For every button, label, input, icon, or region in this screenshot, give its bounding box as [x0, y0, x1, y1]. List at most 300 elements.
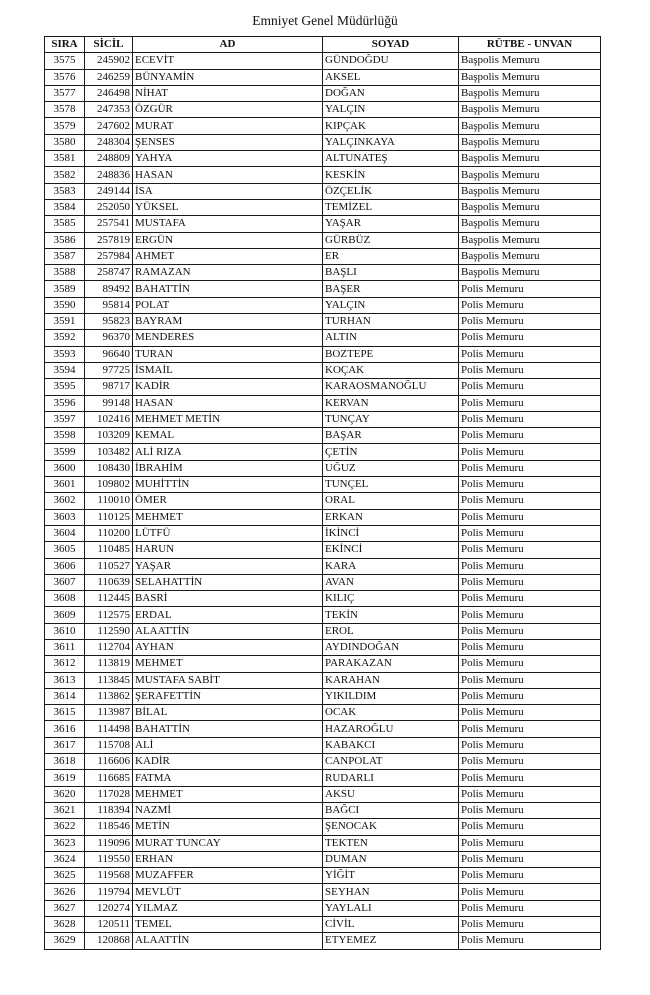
- cell-soyad: GÜRBÜZ: [323, 232, 459, 248]
- cell-rutbe: Polis Memuru: [459, 444, 601, 460]
- cell-rutbe: Polis Memuru: [459, 851, 601, 867]
- cell-sicil: 110527: [85, 558, 133, 574]
- cell-soyad: UĞUZ: [323, 460, 459, 476]
- cell-ad: ERDAL: [133, 607, 323, 623]
- table-row: [45, 802, 601, 818]
- cell-ad: ALAATTİN: [133, 623, 323, 639]
- cell-rutbe: Başpolis Memuru: [459, 265, 601, 281]
- cell-rutbe: Polis Memuru: [459, 933, 601, 949]
- cell-soyad: DOĞAN: [323, 85, 459, 101]
- cell-sira: 3606: [45, 558, 85, 574]
- cell-sira: 3622: [45, 819, 85, 835]
- cell-sira: 3587: [45, 248, 85, 264]
- cell-sicil: 96640: [85, 346, 133, 362]
- cell-rutbe: Başpolis Memuru: [459, 167, 601, 183]
- cell-sicil: 252050: [85, 199, 133, 215]
- cell-rutbe: Başpolis Memuru: [459, 199, 601, 215]
- cell-sira: 3599: [45, 444, 85, 460]
- cell-soyad: ORAL: [323, 493, 459, 509]
- table-row: [45, 591, 601, 607]
- table-row: [45, 248, 601, 264]
- table-row: [45, 917, 601, 933]
- table-row: [45, 574, 601, 590]
- cell-sicil: 113819: [85, 656, 133, 672]
- cell-sicil: 116606: [85, 754, 133, 770]
- cell-soyad: YIKILDIM: [323, 688, 459, 704]
- cell-rutbe: Polis Memuru: [459, 509, 601, 525]
- cell-sira: 3593: [45, 346, 85, 362]
- cell-soyad: CANPOLAT: [323, 754, 459, 770]
- cell-sicil: 117028: [85, 786, 133, 802]
- table-row: [45, 786, 601, 802]
- cell-rutbe: Polis Memuru: [459, 737, 601, 753]
- cell-ad: NİHAT: [133, 85, 323, 101]
- table-row: [45, 688, 601, 704]
- cell-ad: KADİR: [133, 754, 323, 770]
- cell-soyad: TUNÇAY: [323, 411, 459, 427]
- cell-ad: MEHMET: [133, 509, 323, 525]
- cell-soyad: TUNÇEL: [323, 477, 459, 493]
- cell-sira: 3628: [45, 917, 85, 933]
- table-row: [45, 346, 601, 362]
- cell-ad: BÜNYAMİN: [133, 69, 323, 85]
- cell-sicil: 247353: [85, 102, 133, 118]
- table-row: [45, 428, 601, 444]
- cell-sicil: 112590: [85, 623, 133, 639]
- cell-sicil: 257984: [85, 248, 133, 264]
- cell-ad: İSA: [133, 183, 323, 199]
- cell-sira: 3615: [45, 705, 85, 721]
- cell-rutbe: Başpolis Memuru: [459, 118, 601, 134]
- cell-sicil: 248304: [85, 134, 133, 150]
- cell-rutbe: Polis Memuru: [459, 477, 601, 493]
- table-row: [45, 884, 601, 900]
- cell-soyad: ALTUNATEŞ: [323, 151, 459, 167]
- table-row: [45, 85, 601, 101]
- cell-soyad: KABAKCI: [323, 737, 459, 753]
- cell-sira: 3621: [45, 802, 85, 818]
- cell-ad: İBRAHİM: [133, 460, 323, 476]
- table-row: [45, 102, 601, 118]
- cell-ad: ALİ RIZA: [133, 444, 323, 460]
- cell-sicil: 110125: [85, 509, 133, 525]
- cell-ad: MEHMET: [133, 656, 323, 672]
- cell-rutbe: Polis Memuru: [459, 281, 601, 297]
- cell-rutbe: Polis Memuru: [459, 884, 601, 900]
- cell-sicil: 120511: [85, 917, 133, 933]
- cell-sira: 3629: [45, 933, 85, 949]
- cell-soyad: KERVAN: [323, 395, 459, 411]
- cell-soyad: OCAK: [323, 705, 459, 721]
- cell-sicil: 257819: [85, 232, 133, 248]
- cell-sira: 3581: [45, 151, 85, 167]
- cell-rutbe: Başpolis Memuru: [459, 183, 601, 199]
- cell-rutbe: Başpolis Memuru: [459, 232, 601, 248]
- cell-rutbe: Polis Memuru: [459, 770, 601, 786]
- cell-ad: ECEVİT: [133, 53, 323, 69]
- cell-rutbe: Polis Memuru: [459, 493, 601, 509]
- cell-rutbe: Polis Memuru: [459, 721, 601, 737]
- cell-sicil: 110639: [85, 574, 133, 590]
- cell-soyad: TEKTEN: [323, 835, 459, 851]
- table-row: [45, 232, 601, 248]
- cell-sira: 3594: [45, 362, 85, 378]
- cell-rutbe: Polis Memuru: [459, 525, 601, 541]
- cell-rutbe: Polis Memuru: [459, 639, 601, 655]
- cell-sira: 3596: [45, 395, 85, 411]
- table-row: [45, 705, 601, 721]
- table-body: [45, 53, 601, 949]
- cell-ad: MUZAFFER: [133, 868, 323, 884]
- cell-sira: 3618: [45, 754, 85, 770]
- cell-rutbe: Polis Memuru: [459, 688, 601, 704]
- cell-soyad: ŞENOCAK: [323, 819, 459, 835]
- table-row: [45, 851, 601, 867]
- cell-sicil: 112575: [85, 607, 133, 623]
- cell-sicil: 257541: [85, 216, 133, 232]
- cell-rutbe: Başpolis Memuru: [459, 85, 601, 101]
- cell-sira: 3623: [45, 835, 85, 851]
- cell-sicil: 103482: [85, 444, 133, 460]
- cell-sira: 3600: [45, 460, 85, 476]
- cell-ad: AHMET: [133, 248, 323, 264]
- cell-sira: 3575: [45, 53, 85, 69]
- table-row: [45, 672, 601, 688]
- table-row: [45, 330, 601, 346]
- cell-sicil: 258747: [85, 265, 133, 281]
- table-row: [45, 639, 601, 655]
- table-row: [45, 460, 601, 476]
- cell-sicil: 118394: [85, 802, 133, 818]
- cell-ad: BAHATTİN: [133, 721, 323, 737]
- table-row: [45, 558, 601, 574]
- cell-rutbe: Polis Memuru: [459, 591, 601, 607]
- cell-soyad: BAŞLI: [323, 265, 459, 281]
- table-row: [45, 199, 601, 215]
- table-row: [45, 542, 601, 558]
- cell-sicil: 119568: [85, 868, 133, 884]
- cell-soyad: BAŞAR: [323, 428, 459, 444]
- cell-sira: 3613: [45, 672, 85, 688]
- cell-soyad: KILIÇ: [323, 591, 459, 607]
- cell-soyad: AKSEL: [323, 69, 459, 85]
- table-row: [45, 493, 601, 509]
- cell-sicil: 95823: [85, 314, 133, 330]
- table-row: [45, 183, 601, 199]
- cell-sira: 3585: [45, 216, 85, 232]
- table-row: [45, 411, 601, 427]
- cell-sira: 3619: [45, 770, 85, 786]
- cell-sicil: 110485: [85, 542, 133, 558]
- page-title: Emniyet Genel Müdürlüğü: [252, 13, 398, 28]
- cell-soyad: YAŞAR: [323, 216, 459, 232]
- cell-rutbe: Polis Memuru: [459, 835, 601, 851]
- cell-soyad: YALÇINKAYA: [323, 134, 459, 150]
- cell-soyad: ÇETİN: [323, 444, 459, 460]
- cell-rutbe: Polis Memuru: [459, 346, 601, 362]
- cell-soyad: HAZAROĞLU: [323, 721, 459, 737]
- cell-sira: 3589: [45, 281, 85, 297]
- cell-sicil: 98717: [85, 379, 133, 395]
- cell-sicil: 119096: [85, 835, 133, 851]
- cell-rutbe: Başpolis Memuru: [459, 69, 601, 85]
- cell-soyad: RUDARLI: [323, 770, 459, 786]
- cell-sicil: 249144: [85, 183, 133, 199]
- table-row: [45, 868, 601, 884]
- cell-ad: KEMAL: [133, 428, 323, 444]
- cell-sicil: 119794: [85, 884, 133, 900]
- cell-sira: 3627: [45, 900, 85, 916]
- cell-rutbe: Polis Memuru: [459, 754, 601, 770]
- cell-sicil: 89492: [85, 281, 133, 297]
- cell-ad: ALİ: [133, 737, 323, 753]
- cell-ad: HASAN: [133, 395, 323, 411]
- cell-soyad: KARA: [323, 558, 459, 574]
- cell-rutbe: Polis Memuru: [459, 428, 601, 444]
- cell-sicil: 114498: [85, 721, 133, 737]
- cell-rutbe: Polis Memuru: [459, 574, 601, 590]
- column-header-sicil: SİCİL: [85, 37, 133, 53]
- cell-soyad: ER: [323, 248, 459, 264]
- cell-sicil: 112445: [85, 591, 133, 607]
- table-row: [45, 444, 601, 460]
- cell-ad: RAMAZAN: [133, 265, 323, 281]
- cell-soyad: YİĞİT: [323, 868, 459, 884]
- cell-soyad: AKSU: [323, 786, 459, 802]
- cell-sicil: 96370: [85, 330, 133, 346]
- cell-rutbe: Polis Memuru: [459, 623, 601, 639]
- cell-ad: MUSTAFA SABİT: [133, 672, 323, 688]
- cell-ad: ŞERAFETTİN: [133, 688, 323, 704]
- cell-ad: AYHAN: [133, 639, 323, 655]
- cell-ad: HARUN: [133, 542, 323, 558]
- cell-soyad: GÜNDOĞDU: [323, 53, 459, 69]
- cell-ad: POLAT: [133, 297, 323, 313]
- cell-sicil: 245902: [85, 53, 133, 69]
- cell-rutbe: Başpolis Memuru: [459, 151, 601, 167]
- cell-soyad: EKİNCİ: [323, 542, 459, 558]
- cell-soyad: KIPÇAK: [323, 118, 459, 134]
- table-row: [45, 721, 601, 737]
- cell-soyad: ÖZÇELİK: [323, 183, 459, 199]
- cell-ad: ÖMER: [133, 493, 323, 509]
- cell-sira: 3616: [45, 721, 85, 737]
- cell-rutbe: Polis Memuru: [459, 411, 601, 427]
- cell-rutbe: Polis Memuru: [459, 672, 601, 688]
- cell-ad: HASAN: [133, 167, 323, 183]
- cell-soyad: BAŞER: [323, 281, 459, 297]
- cell-sira: 3609: [45, 607, 85, 623]
- cell-soyad: TEMİZEL: [323, 199, 459, 215]
- cell-soyad: KARAOSMANOĞLU: [323, 379, 459, 395]
- cell-ad: YILMAZ: [133, 900, 323, 916]
- table-row: [45, 656, 601, 672]
- table-row: [45, 118, 601, 134]
- cell-soyad: EROL: [323, 623, 459, 639]
- cell-rutbe: Polis Memuru: [459, 330, 601, 346]
- cell-sira: 3614: [45, 688, 85, 704]
- table-row: [45, 395, 601, 411]
- column-header-rutbe: RÜTBE - UNVAN: [459, 37, 601, 53]
- cell-sira: 3607: [45, 574, 85, 590]
- table-row: [45, 167, 601, 183]
- table-row: [45, 525, 601, 541]
- cell-ad: ŞENSES: [133, 134, 323, 150]
- cell-ad: LÜTFÜ: [133, 525, 323, 541]
- cell-sira: 3604: [45, 525, 85, 541]
- table-row: [45, 933, 601, 949]
- cell-sicil: 113845: [85, 672, 133, 688]
- cell-soyad: TEKİN: [323, 607, 459, 623]
- cell-rutbe: Başpolis Memuru: [459, 53, 601, 69]
- cell-ad: SELAHATTİN: [133, 574, 323, 590]
- cell-sira: 3580: [45, 134, 85, 150]
- table-row: [45, 281, 601, 297]
- cell-ad: ERHAN: [133, 851, 323, 867]
- cell-sicil: 115708: [85, 737, 133, 753]
- cell-ad: BASRİ: [133, 591, 323, 607]
- cell-soyad: TURHAN: [323, 314, 459, 330]
- cell-sicil: 246259: [85, 69, 133, 85]
- cell-rutbe: Polis Memuru: [459, 868, 601, 884]
- cell-sicil: 120274: [85, 900, 133, 916]
- cell-sicil: 248836: [85, 167, 133, 183]
- cell-sira: 3620: [45, 786, 85, 802]
- cell-soyad: KARAHAN: [323, 672, 459, 688]
- table-row: [45, 151, 601, 167]
- table-row: [45, 835, 601, 851]
- cell-soyad: SEYHAN: [323, 884, 459, 900]
- cell-ad: ÖZGÜR: [133, 102, 323, 118]
- cell-sicil: 97725: [85, 362, 133, 378]
- cell-rutbe: Polis Memuru: [459, 379, 601, 395]
- cell-soyad: YALÇIN: [323, 297, 459, 313]
- cell-sicil: 109802: [85, 477, 133, 493]
- cell-rutbe: Polis Memuru: [459, 362, 601, 378]
- cell-sira: 3577: [45, 85, 85, 101]
- cell-rutbe: Başpolis Memuru: [459, 102, 601, 118]
- cell-ad: İSMAİL: [133, 362, 323, 378]
- cell-rutbe: Polis Memuru: [459, 802, 601, 818]
- cell-sira: 3612: [45, 656, 85, 672]
- cell-sicil: 102416: [85, 411, 133, 427]
- cell-sira: 3608: [45, 591, 85, 607]
- column-header-ad: AD: [133, 37, 323, 53]
- cell-soyad: ERKAN: [323, 509, 459, 525]
- cell-soyad: YALÇIN: [323, 102, 459, 118]
- cell-ad: MUHİTTİN: [133, 477, 323, 493]
- cell-soyad: ALTIN: [323, 330, 459, 346]
- cell-rutbe: Polis Memuru: [459, 314, 601, 330]
- cell-ad: MEHMET: [133, 786, 323, 802]
- cell-sicil: 110200: [85, 525, 133, 541]
- cell-rutbe: Polis Memuru: [459, 460, 601, 476]
- cell-rutbe: Polis Memuru: [459, 558, 601, 574]
- cell-soyad: İKİNCİ: [323, 525, 459, 541]
- cell-sira: 3610: [45, 623, 85, 639]
- cell-sira: 3576: [45, 69, 85, 85]
- table-row: [45, 607, 601, 623]
- cell-sicil: 119550: [85, 851, 133, 867]
- cell-rutbe: Başpolis Memuru: [459, 248, 601, 264]
- cell-rutbe: Polis Memuru: [459, 786, 601, 802]
- cell-ad: NAZMİ: [133, 802, 323, 818]
- cell-sira: 3578: [45, 102, 85, 118]
- cell-ad: ERGÜN: [133, 232, 323, 248]
- cell-sira: 3597: [45, 411, 85, 427]
- cell-soyad: DUMAN: [323, 851, 459, 867]
- cell-rutbe: Polis Memuru: [459, 917, 601, 933]
- cell-sicil: 113862: [85, 688, 133, 704]
- cell-sira: 3602: [45, 493, 85, 509]
- cell-sira: 3605: [45, 542, 85, 558]
- table-row: [45, 900, 601, 916]
- cell-sira: 3598: [45, 428, 85, 444]
- table-row: [45, 477, 601, 493]
- table-row: [45, 297, 601, 313]
- table-row: [45, 770, 601, 786]
- cell-sicil: 108430: [85, 460, 133, 476]
- table-row: [45, 69, 601, 85]
- cell-sira: 3626: [45, 884, 85, 900]
- table-row: [45, 216, 601, 232]
- cell-sicil: 95814: [85, 297, 133, 313]
- table-row: [45, 53, 601, 69]
- table-row: [45, 379, 601, 395]
- cell-sira: 3590: [45, 297, 85, 313]
- cell-sicil: 113987: [85, 705, 133, 721]
- cell-ad: METİN: [133, 819, 323, 835]
- cell-sicil: 116685: [85, 770, 133, 786]
- cell-sicil: 118546: [85, 819, 133, 835]
- cell-sira: 3591: [45, 314, 85, 330]
- cell-sira: 3579: [45, 118, 85, 134]
- cell-ad: KADİR: [133, 379, 323, 395]
- cell-soyad: BOZTEPE: [323, 346, 459, 362]
- cell-soyad: BAĞCI: [323, 802, 459, 818]
- cell-soyad: YAYLALI: [323, 900, 459, 916]
- cell-sicil: 247602: [85, 118, 133, 134]
- cell-ad: MUSTAFA: [133, 216, 323, 232]
- cell-sira: 3588: [45, 265, 85, 281]
- cell-sira: 3611: [45, 639, 85, 655]
- table-row: [45, 134, 601, 150]
- cell-sicil: 246498: [85, 85, 133, 101]
- table-header-row: [45, 37, 601, 53]
- cell-sira: 3595: [45, 379, 85, 395]
- cell-sira: 3582: [45, 167, 85, 183]
- cell-ad: TURAN: [133, 346, 323, 362]
- cell-rutbe: Polis Memuru: [459, 656, 601, 672]
- personnel-table: [44, 36, 601, 950]
- cell-ad: MURAT: [133, 118, 323, 134]
- table-row: [45, 737, 601, 753]
- cell-ad: FATMA: [133, 770, 323, 786]
- cell-ad: MEHMET METİN: [133, 411, 323, 427]
- cell-ad: ALAATTİN: [133, 933, 323, 949]
- table-row: [45, 623, 601, 639]
- cell-sicil: 103209: [85, 428, 133, 444]
- cell-soyad: KOÇAK: [323, 362, 459, 378]
- cell-soyad: CİVİL: [323, 917, 459, 933]
- cell-sicil: 112704: [85, 639, 133, 655]
- cell-sira: 3586: [45, 232, 85, 248]
- cell-sira: 3617: [45, 737, 85, 753]
- table-row: [45, 362, 601, 378]
- table-row: [45, 819, 601, 835]
- cell-sira: 3601: [45, 477, 85, 493]
- cell-ad: YÜKSEL: [133, 199, 323, 215]
